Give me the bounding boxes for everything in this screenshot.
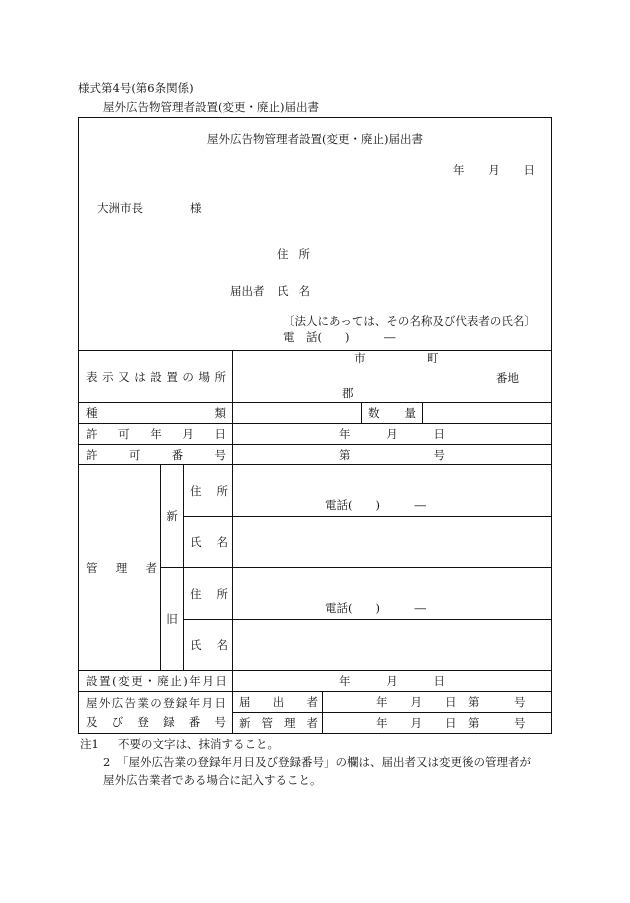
manager-old-label-cell (160, 567, 184, 671)
installation-date-value-cell (232, 670, 552, 692)
header-title: 屋外広告物管理者設置(変更・廃止)届出書 (207, 132, 423, 146)
quantity-label-cell (361, 402, 423, 424)
registration-new-manager-label: 新 管 理 者 (239, 716, 318, 730)
new-address-label: 住 所 (190, 483, 228, 498)
old-address-value-cell (232, 567, 552, 620)
registration-label-line-1: 屋 外 広 告 業 の 登 録 年 月 日 (86, 695, 226, 710)
old-manager-phone: 電話( ) ― (325, 601, 426, 615)
location-label: 表 示 又 は 設 置 の 場 所 (86, 369, 226, 384)
permit-number-label-cell (78, 444, 233, 465)
notification-form-table (78, 117, 552, 734)
note-2-text-line-1: 「屋外広告業の登録年月日及び登録番号」の欄は、届出者又は変更後の管理者が (117, 755, 531, 769)
old-address-label-cell (183, 567, 233, 620)
old-name-label-cell (183, 619, 233, 671)
note-1-text: 不要の文字は、抹消すること。 (118, 737, 279, 751)
location-lot: 番地 (496, 371, 519, 385)
new-name-label-cell (183, 516, 233, 568)
type-label: 種 類 (86, 406, 226, 420)
registration-label-cell (78, 691, 233, 734)
installation-date-label: 設 置 ( 変 更 ・ 廃 止 ) 年 月 日 (86, 674, 227, 688)
permit-date-label-cell (78, 423, 233, 445)
permit-number-value-cell (232, 444, 552, 465)
location-town: 町 (427, 351, 439, 365)
registration-new-manager-value: 年 月 日 第 号 (376, 716, 526, 730)
filer-phone: 電 話( ) ― (283, 330, 396, 344)
permit-date-label: 許 可 年 月 日 (86, 427, 226, 441)
manager-new-label: 新 (166, 509, 178, 523)
filer-name-label: 氏 名 (277, 284, 310, 298)
permit-number-label: 許 可 番 号 (86, 447, 226, 462)
new-name-label: 氏 名 (190, 535, 228, 549)
submission-date: 年 月 日 (453, 163, 535, 177)
old-name-value-cell (232, 619, 552, 671)
installation-date-value: 年 月 日 (339, 674, 445, 688)
registration-filer-value: 年 月 日 第 号 (376, 695, 526, 709)
form-number: 様式第4号(第6条関係) (78, 81, 194, 95)
new-name-value-cell (232, 516, 552, 568)
permit-date-value-cell (232, 423, 552, 445)
type-label-cell (78, 402, 233, 424)
filer-label: 届出者 (230, 284, 265, 298)
type-value-cell (232, 402, 362, 424)
old-address-label: 住 所 (190, 586, 228, 601)
permit-date-value: 年 月 日 (339, 427, 445, 441)
location-city: 市 (354, 351, 366, 365)
registration-new-manager-value-cell (322, 712, 552, 734)
form-caption-title: 屋外広告物管理者設置(変更・廃止)届出書 (103, 100, 319, 114)
location-county: 郡 (342, 386, 354, 400)
location-label-cell (78, 350, 233, 403)
registration-filer-value-cell (322, 691, 552, 713)
note-1-number: 注1 (80, 737, 99, 751)
quantity-label: 数 量 (368, 406, 416, 420)
registration-filer-label-cell (232, 691, 323, 713)
form-header-section (78, 117, 552, 351)
filer-address-label: 住 所 (277, 247, 310, 261)
note-2-text-line-2: 屋外広告業者である場合に記入すること。 (103, 773, 322, 787)
installation-date-label-cell (78, 670, 233, 692)
permit-number-value: 第 号 (339, 447, 445, 462)
registration-filer-label: 届 出 者 (239, 695, 318, 709)
addressee: 大洲市長 (97, 201, 143, 215)
manager-new-label-cell (160, 464, 184, 568)
old-name-label: 氏 名 (190, 638, 228, 652)
new-address-label-cell (183, 464, 233, 517)
location-value-cell (232, 350, 552, 403)
new-address-value-cell (232, 464, 552, 517)
quantity-value-cell (422, 402, 552, 424)
addressee-honorific: 様 (190, 201, 202, 215)
corporate-note: 〔法人にあっては、その名称及び代表者の氏名〕 (283, 314, 536, 328)
new-manager-phone: 電話( ) ― (325, 498, 426, 512)
registration-new-manager-label-cell (232, 712, 323, 734)
manager-old-label: 旧 (166, 612, 178, 626)
registration-label-line-2: 及 び 登 録 番 号 (86, 714, 226, 729)
note-2-number: 2 (103, 755, 111, 769)
manager-label-cell (78, 464, 161, 671)
manager-label: 管 理 者 (86, 560, 157, 575)
